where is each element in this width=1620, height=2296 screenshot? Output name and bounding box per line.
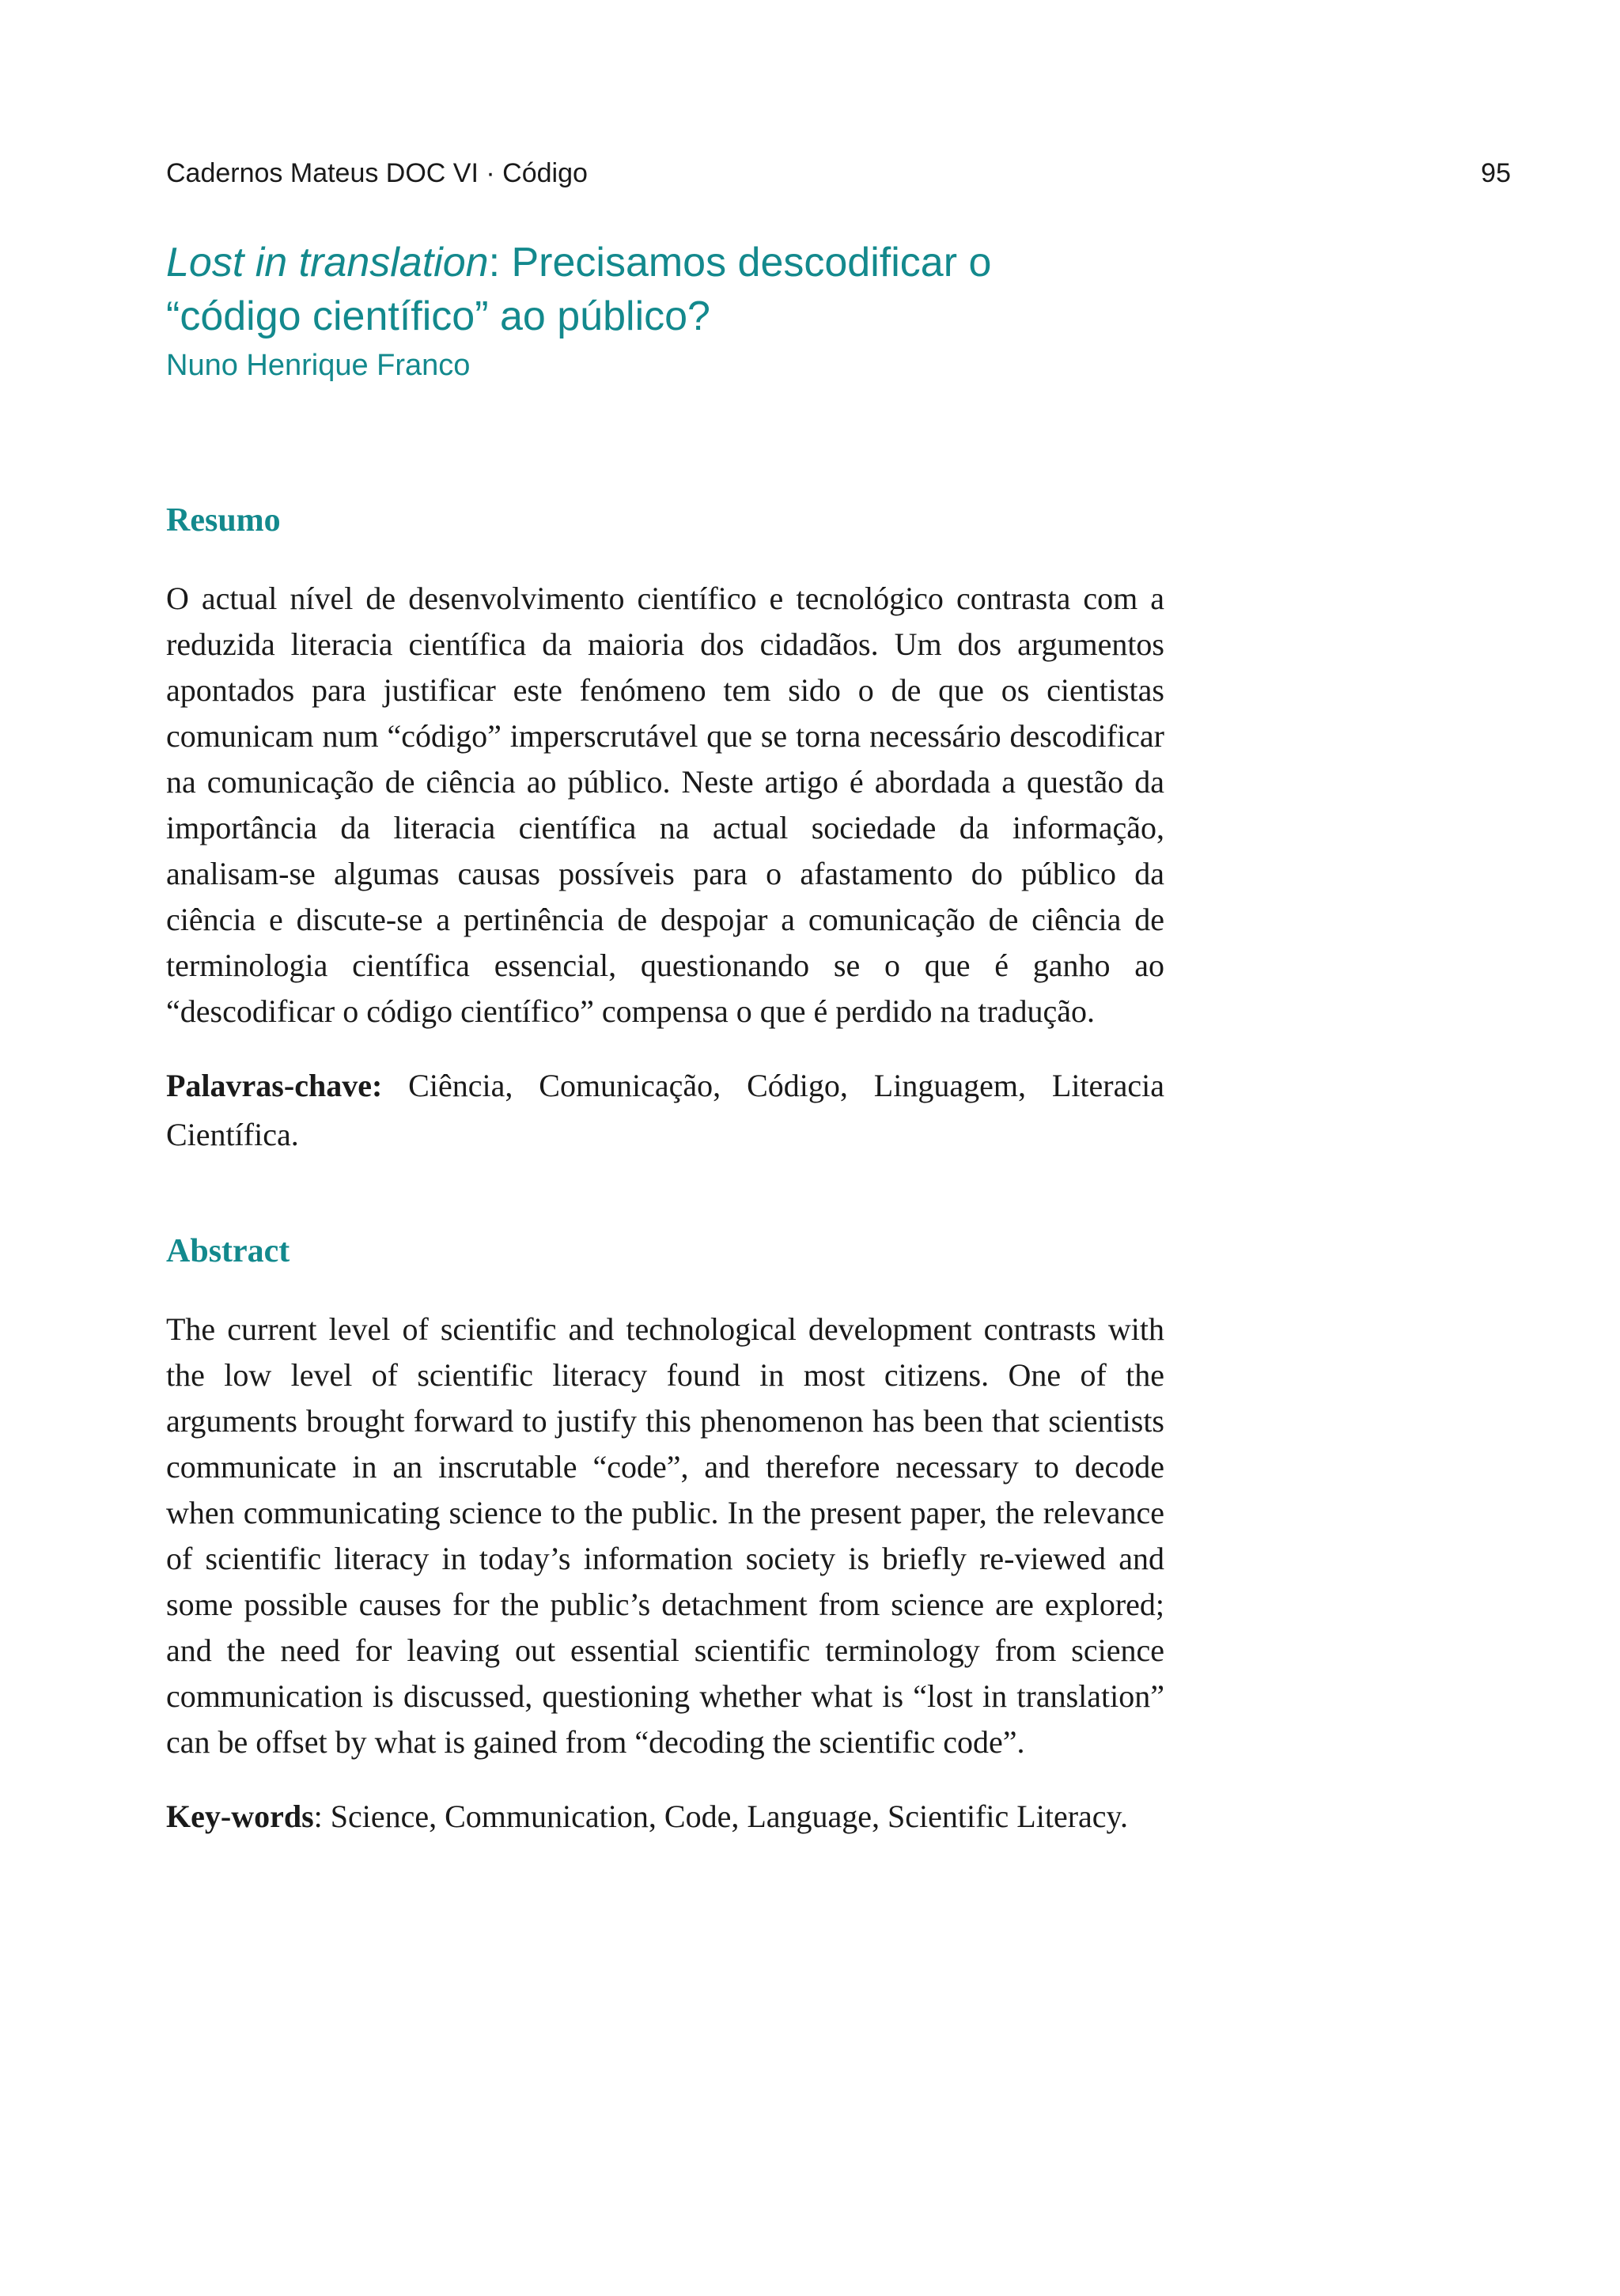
article-title [166,236,1194,343]
article-title-rest: : Precisamos descodificar o [488,240,992,286]
page-number: 95 [1481,158,1511,188]
resumo-keywords-list: Ciência, Comunicação, Código, Linguagem, Literacia Científica. [166,1068,1164,1152]
resumo-section [166,498,1164,1159]
abstract-keywords [166,1792,1164,1841]
abstract-keywords-label: Key-words [166,1799,314,1834]
journal-name: Cadernos Mateus DOC VI · Código [166,158,588,188]
resumo-text: O actual nível de desenvolvimento científico e tecnológico contrasta com a reduzida literacia científica da maioria dos cidadãos. Um dos argumentos apontados para justificar este fenómeno tem sido o de que os cientistas comunicam num “código” imperscrutável que se torna necessário descodificar na comunicação de ciência ao público. Neste artigo é abordada a questão da importância da literacia científica na actual sociedade da informação, analisam-se algumas causas possíveis para o afastamento do público da ciência e discute-se a pertinência de despojar a comunicação de ciência de terminologia científica essencial, questionando se o que é ganho ao “descodificar o código científico” compensa o que é perdido na tradução. [166,581,1164,1029]
running-header [166,158,1511,193]
author-name: Nuno Henrique Franco [166,349,471,382]
article-content [166,498,1164,1841]
abstract-keywords-list: : Science, Communication, Code, Language, Scientific Literacy. [313,1799,1128,1834]
resumo-heading: Resumo [166,502,281,539]
abstract-text: The current level of scientific and technological development contrasts with the low level of scientific literacy found in most citizens. One of the arguments brought forward to justify this phenomenon has been that scientists communicate in an inscrutable “code”, and therefore necessary to decode when communicating science to the public. In the present paper, the relevance of scientific literacy in today’s information society is briefly re-viewed and some possible causes for the public’s detachment from science are explored; and the need for leaving out essential scientific terminology from science communication is discussed, questioning whether what is “lost in translation” can be offset by what is gained from “decoding the scientific code”. [166,1311,1164,1760]
resumo-keywords-label: Palavras-chave: [166,1068,383,1103]
title-block [166,236,1194,386]
article-title-italic: Lost in translation [166,240,489,286]
abstract-heading: Abstract [166,1233,290,1269]
article-title-line2: “código científico” ao público? [166,293,710,339]
abstract-section [166,1229,1164,1841]
resumo-keywords [166,1061,1164,1159]
